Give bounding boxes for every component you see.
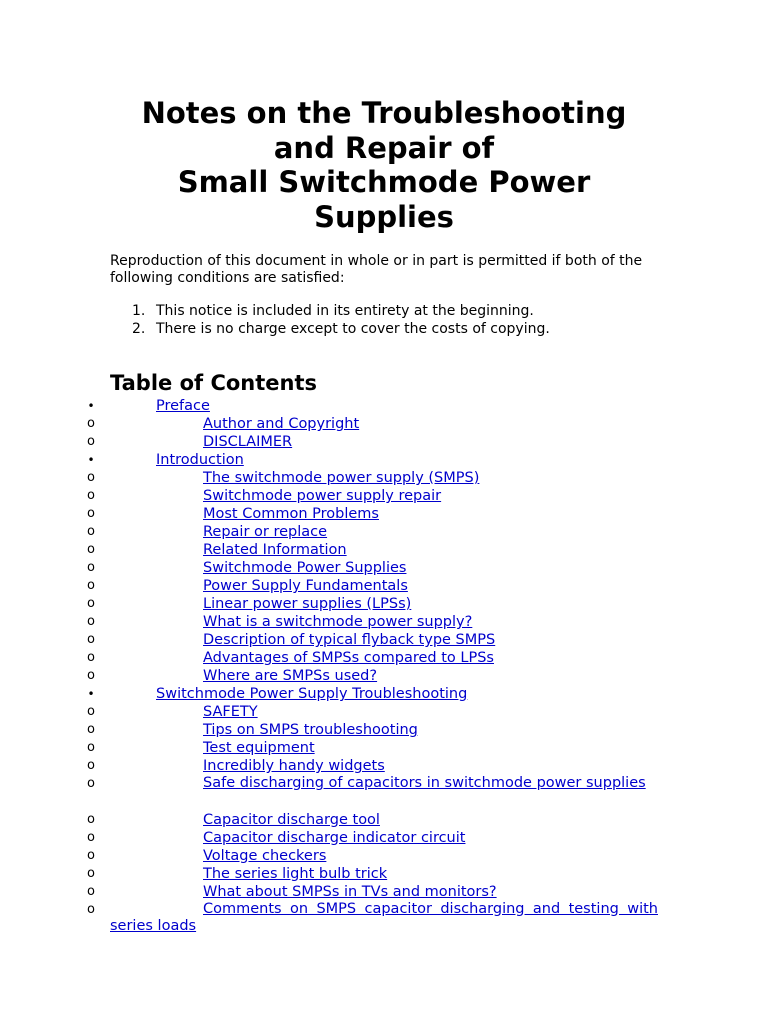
toc-link[interactable]: What is a switchmode power supply? xyxy=(203,614,473,630)
bullet-circle-icon: o xyxy=(87,865,95,881)
toc-link[interactable]: Power Supply Fundamentals xyxy=(203,578,408,594)
toc-item xyxy=(0,451,768,469)
title-line: Notes on the Troubleshooting xyxy=(141,96,627,130)
bullet-circle-icon: o xyxy=(87,740,95,755)
toc-heading: Table of Contents xyxy=(110,371,318,395)
bullet-circle-icon: o xyxy=(87,434,95,449)
toc-link[interactable]: Switchmode Power Supplies xyxy=(203,560,407,576)
toc-item xyxy=(0,595,768,613)
bullet-circle-icon: o xyxy=(87,758,95,773)
bullet-circle-icon: o xyxy=(87,776,95,791)
toc-item xyxy=(0,613,768,631)
toc-link[interactable]: Capacitor discharge indicator circuit xyxy=(203,829,466,846)
bullet-circle-icon: o xyxy=(87,524,95,539)
toc-item xyxy=(0,901,768,937)
toc-link[interactable]: What about SMPSs in TVs and monitors? xyxy=(203,883,497,900)
toc-link[interactable]: Switchmode Power Supply Troubleshooting xyxy=(156,686,468,702)
toc-item xyxy=(0,487,768,505)
toc-link[interactable]: Preface xyxy=(156,398,210,414)
toc-item xyxy=(0,415,768,433)
bullet-circle-icon: o xyxy=(87,650,95,665)
toc-item xyxy=(0,703,768,721)
toc-item xyxy=(0,721,768,739)
toc-item xyxy=(0,775,768,811)
toc-item xyxy=(0,505,768,523)
toc-item xyxy=(0,829,768,847)
bullet-circle-icon: o xyxy=(87,506,95,521)
toc-link[interactable]: SAFETY xyxy=(203,704,258,720)
toc-item xyxy=(0,397,768,415)
toc-link[interactable]: Where are SMPSs used? xyxy=(203,668,378,684)
reproduction-notice: Reproduction of this document in whole or in part is permitted if both of the following conditions are satisfied: xyxy=(110,253,643,286)
toc-link[interactable]: Most Common Problems xyxy=(203,506,379,522)
condition-item xyxy=(110,303,660,321)
bullet-circle-icon: o xyxy=(87,901,95,917)
condition-item xyxy=(110,321,660,339)
toc-link[interactable]: Advantages of SMPSs compared to LPSs xyxy=(203,650,494,666)
toc-item xyxy=(0,865,768,883)
toc-item xyxy=(0,739,768,757)
toc-item xyxy=(0,523,768,541)
toc-item xyxy=(0,667,768,685)
bullet-circle-icon: o xyxy=(87,614,95,629)
title-line: Small Switchmode Power xyxy=(177,165,591,199)
toc-item xyxy=(0,883,768,901)
bullet-disc-icon: • xyxy=(87,399,95,413)
toc-link[interactable]: Test equipment xyxy=(203,740,315,756)
bullet-circle-icon: o xyxy=(87,704,95,719)
bullet-circle-icon: o xyxy=(87,829,95,845)
bullet-circle-icon: o xyxy=(87,578,95,593)
toc-link[interactable]: DISCLAIMER xyxy=(203,434,293,450)
toc-link[interactable]: Voltage checkers xyxy=(203,847,327,864)
bullet-circle-icon: o xyxy=(87,811,95,827)
toc-item xyxy=(0,649,768,667)
toc-link[interactable]: Incredibly handy widgets xyxy=(203,758,385,774)
document-title xyxy=(110,96,658,234)
bullet-circle-icon: o xyxy=(87,883,95,899)
bullet-disc-icon: • xyxy=(87,687,95,701)
toc-link[interactable]: Capacitor discharge tool xyxy=(203,811,380,828)
toc-link[interactable]: Repair or replace xyxy=(203,524,328,540)
conditions-list xyxy=(110,303,660,338)
toc-item xyxy=(0,577,768,595)
toc-item xyxy=(0,811,768,829)
toc-link[interactable]: The switchmode power supply (SMPS) xyxy=(203,470,480,486)
title-line: Supplies xyxy=(314,199,454,234)
toc-item xyxy=(0,685,768,703)
bullet-circle-icon: o xyxy=(87,470,95,485)
toc-link[interactable]: Description of typical flyback type SMPS xyxy=(203,632,496,648)
toc-item xyxy=(0,559,768,577)
toc-link[interactable]: Switchmode power supply repair xyxy=(203,488,442,504)
bullet-circle-icon: o xyxy=(87,488,95,503)
toc-link[interactable]: Linear power supplies (LPSs) xyxy=(203,596,412,612)
condition-number: 1. xyxy=(132,303,146,319)
bullet-circle-icon: o xyxy=(87,847,95,863)
condition-number: 2. xyxy=(132,320,146,337)
toc-item xyxy=(0,757,768,775)
title-line: and Repair of xyxy=(273,130,495,165)
toc-link[interactable]: Related Information xyxy=(203,542,347,558)
bullet-circle-icon: o xyxy=(87,416,95,431)
bullet-circle-icon: o xyxy=(87,596,95,611)
bullet-circle-icon: o xyxy=(87,722,95,737)
toc-link[interactable]: Comments on SMPS capacitor discharging and testing with series loads xyxy=(110,900,658,934)
condition-text: There is no charge except to cover the costs of copying. xyxy=(156,320,550,337)
bullet-circle-icon: o xyxy=(87,542,95,557)
bullet-circle-icon: o xyxy=(87,668,95,683)
condition-text: This notice is included in its entirety at the beginning. xyxy=(156,303,534,319)
toc-link[interactable]: Author and Copyright xyxy=(203,416,360,432)
toc-link[interactable]: Safe discharging of capacitors in switchmode power supplies xyxy=(203,775,646,791)
toc-item xyxy=(0,541,768,559)
toc-link[interactable]: Tips on SMPS troubleshooting xyxy=(203,722,418,738)
toc-list xyxy=(0,397,768,936)
toc-item xyxy=(0,847,768,865)
toc-link[interactable]: The series light bulb trick xyxy=(203,865,388,882)
toc-item xyxy=(0,433,768,451)
bullet-circle-icon: o xyxy=(87,632,95,647)
toc-item xyxy=(0,469,768,487)
toc-item xyxy=(0,631,768,649)
toc-link[interactable]: Introduction xyxy=(156,452,244,468)
bullet-disc-icon: • xyxy=(87,453,95,467)
bullet-circle-icon: o xyxy=(87,560,95,575)
